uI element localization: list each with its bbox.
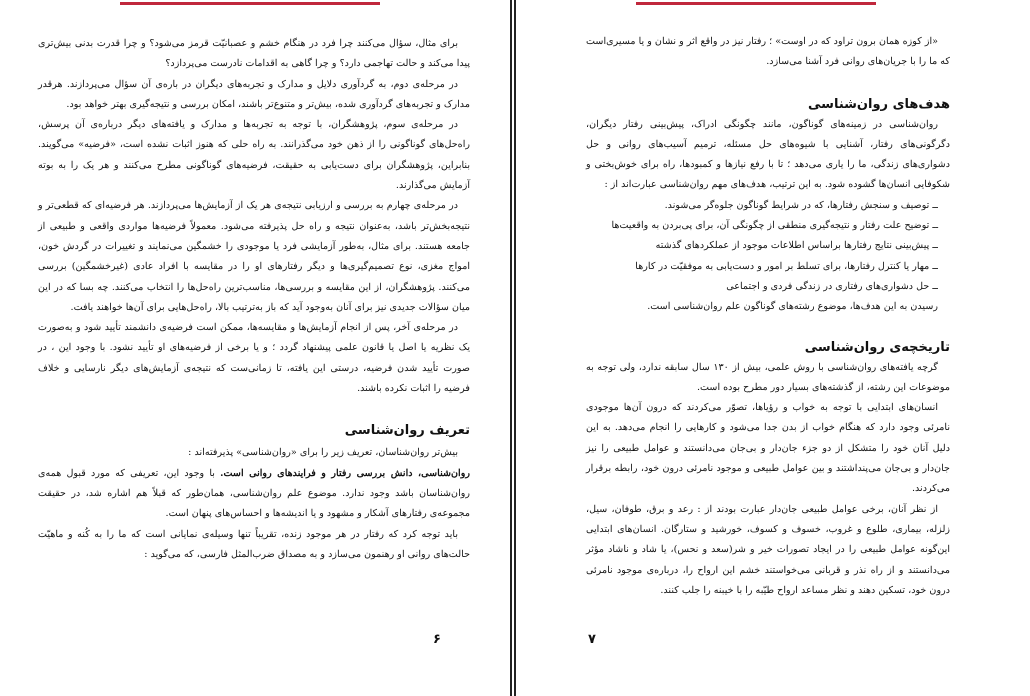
list-item: ــ توصیف و سنجش رفتارها، که در شرایط گوناگون جلوه‌گر می‌شوند. <box>664 199 938 211</box>
list-item: ــ حل دشواری‌های رفتاری در زندگی فردی و اجتماعی <box>726 280 938 292</box>
top-title-fragment <box>636 0 876 8</box>
paragraph: «از کوزه همان برون تراود که در اوست» ؛ رفتار نیز در واقع اثر و نشان و یا مسیری‌است که ما را با جریان‌های روانی فرد آشنا می‌سازد. <box>586 36 950 68</box>
section-heading-history: تاریخچه‌ی روان‌شناسی <box>804 339 950 355</box>
right-page <box>514 0 1030 696</box>
page-number: ۶ <box>433 632 441 647</box>
paragraph: در مرحله‌ی آخر، پس از انجام آزمایش‌ها و مقایسه‌ها، ممکن است فرضیه‌ی دانشمند تأیید شود و به‌صورت یک نظریه یا اصل یا قانون علمی پیشنهاد گردد ؛ و یا برخی از فرضیه‌های او تأیید نشود. با وجود این ، در صورت تأیید شدن فرضیه، درستی این یافته، تا زمانی‌ست که نتیجه‌ی آزمایش‌های دیگر نارسایی و خلاف فرضیه را اثبات نکرده باشند. <box>38 322 470 395</box>
list-item: ــ توضیح علت رفتار و نتیجه‌گیری منطقی از چگونگی آن، برای پی‌بردن به واقعیت‌ها <box>611 220 938 232</box>
section-heading-definition: تعریف روان‌شناسی <box>344 423 470 439</box>
left-page-text <box>38 34 470 565</box>
paragraph: در مرحله‌ی دوم، به گردآوری دلایل و مدارک و تجربه‌های دیگران در باره‌ی آن سؤال می‌پردازند. هرقدر مدارک و تجربه‌های گردآوری شده، بیش‌تر و متنوع‌تر باشند، امکان بررسی و نتیجه‌گیری بهتر خواهد بود. <box>38 78 470 110</box>
paragraph: در مرحله‌ی چهارم به بررسی و ارزیابی نتیجه‌ی هر یک از آزمایش‌ها می‌پردازند. هر فرضیه‌ای که قطعی‌تر و نتیجه‌بخش‌تر باشد، به‌عنوان نتیجه و راه حل پذیرفته می‌شود. معمولاً فرضیه‌ها مواردی واقعی و طبیعی از جامعه هستند. برای مثال، به‌طور آزمایشی فرد یا موجودی را خشمگین می‌نمایند و تغییرات در گردش خون، امواج مغزی، نوع تصمیم‌گیری‌ها و دیگر رفتارهای او را در مقایسه با افراد عادی (غیرخشمگین) بررسی می‌کنند. پژوهشگران، از این مقایسه و بررسی‌ها، مناسب‌ترین راه‌حل‌ها را انتخاب می‌کنند. چه بسا که در این میان سؤالات جدیدی نیز برای آنان به‌وجود آید که باز به‌ترتیب بالا، راه‌حل‌هایی برای آن‌ها خواهند یافت. <box>38 200 470 313</box>
right-page-text <box>586 32 950 601</box>
paragraph: رسیدن به این هدف‌ها، موضوع رشته‌های گوناگون علم روان‌شناسی است. <box>647 301 938 313</box>
definition-paragraph <box>38 464 470 525</box>
paragraph: انسان‌های ابتدایی با توجه به خواب و رؤیاها، تصوّر می‌کردند که درون آن‌ها موجودی نامرئی وجود دارد که هنگام خواب از بدن جدا می‌شود و کارهایی را انجام می‌دهد. به این دلیل آنان خود را متشکل از دو جزء جان‌دار و بی‌جان می‌دانستند و عوامل طبیعی را نیز جان‌دار و بی‌جان می‌پنداشتند و بین عوامل طبیعی و موجود نامرئی درون خود، رابطه برقرار می‌کردند. <box>586 402 950 495</box>
paragraph: برای مثال، سؤال می‌کنند چرا فرد در هنگام خشم و عصبانیّت قرمز می‌شود؟ و چرا قدرت بدنی بیش‌تری پیدا می‌کند و حالت تهاجمی دارد؟ و چرا گاهی به اقدامات نادرست می‌پردازد؟ <box>38 38 470 70</box>
definition-bold: روان‌شناسی، دانش بررسی رفتار و فرایندهای روانی است. <box>220 467 470 479</box>
list-item: ــ مهار یا کنترل رفتارها، برای تسلط بر امور و دست‌یابی به موفقیّت در کارها <box>635 260 938 272</box>
left-page <box>0 0 512 696</box>
section-heading-goals: هدف‌های روان‌شناسی <box>808 96 950 112</box>
definition-rest: با وجود این، تعریفی که مورد قبول همه‌ی روان‌شناسان باشد وجود ندارد. موضوع علم روان‌شناسی، همان‌طور که قبلاً هم اشاره شد، در حقیقت مجموعه‌ی رفتارهای آشکار و مشهود و یا اندیشه‌ها و احساس‌های پنهان است. <box>38 467 470 520</box>
paragraph: باید توجه کرد که رفتار در هر موجود زنده، تقریباً تنها وسیله‌ی نمایانی است که ما را به کُنه و ماهیّت حالت‌های روانی او رهنمون می‌سازد و به مصداق ضرب‌المثل فارسی، که می‌گوید : <box>38 528 470 560</box>
paragraph: روان‌شناسی در زمینه‌های گوناگون، مانند چگونگی ادراک، پیش‌بینی رفتار دیگران، دگرگونی‌های رفتار، آشنایی با شیوه‌های حل مسئله، ترمیم آسیب‌های روانی و حل دشواری‌های زندگی، ما را یاری می‌دهد ؛ تا با رفع نیازها و کمبودها، راه برای خوش‌بختی و شکوفایی انسان‌ها گشوده شود. به این ترتیب، هدف‌های مهم روان‌شناسی عبارت‌اند از : <box>586 118 950 191</box>
page-number: ۷ <box>588 632 596 647</box>
paragraph: در مرحله‌ی سوم، پژوهشگران، با توجه به تجربه‌ها و مدارک و یافته‌های دیگر درباره‌ی آن پرسش، راه‌حل‌های گوناگونی را از ذهن خود می‌گذرانند. به راه حلی که هنوز اثبات نشده است، «فرضیه» می‌گویند. بنابراین، پژوهشگران برای دست‌یابی به حقیقت، فرضیه‌های گوناگونی مطرح می‌کنند و هر یک را به بوته آزمایش می‌گذارند. <box>38 119 470 192</box>
list-item: ــ پیش‌بینی نتایج رفتارها براساس اطلاعات موجود از عملکردهای گذشته <box>655 240 938 252</box>
definition-intro: بیش‌تر روان‌شناسان، تعریف زیر را برای «روان‌شناسی» پذیرفته‌اند : <box>188 447 458 459</box>
paragraph: از نظر آنان، برخی عوامل طبیعی جان‌دار عبارت بودند از : رعد و برق، طوفان، سیل، زلزله، بیماری، طلوع و غروب، خسوف و کسوف، خورشید و ستارگان. انسان‌های ابتدایی این‌گونه عوامل طبیعی را در ایجاد تصورات خیر و شر(سعد و نحس)، یا شاد و ناشاد مؤثر می‌دانستند و از راه نذر و قربانی می‌خواستند خشم این ارواح را، درباره‌ی موجود نامرئی درون خود، تسکین دهند و نظر مساعد ارواح طیّبه را با خیبنه را جلب کنند. <box>586 503 950 596</box>
top-title-fragment <box>120 0 380 8</box>
paragraph: گرچه یافته‌های روان‌شناسی با روش علمی، بیش از ۱۳۰ سال سابقه ندارد، ولی توجه به موضوعات این رشته، از گذشته‌های بسیار دور مطرح بوده است. <box>586 361 950 393</box>
goals-list <box>586 196 950 297</box>
